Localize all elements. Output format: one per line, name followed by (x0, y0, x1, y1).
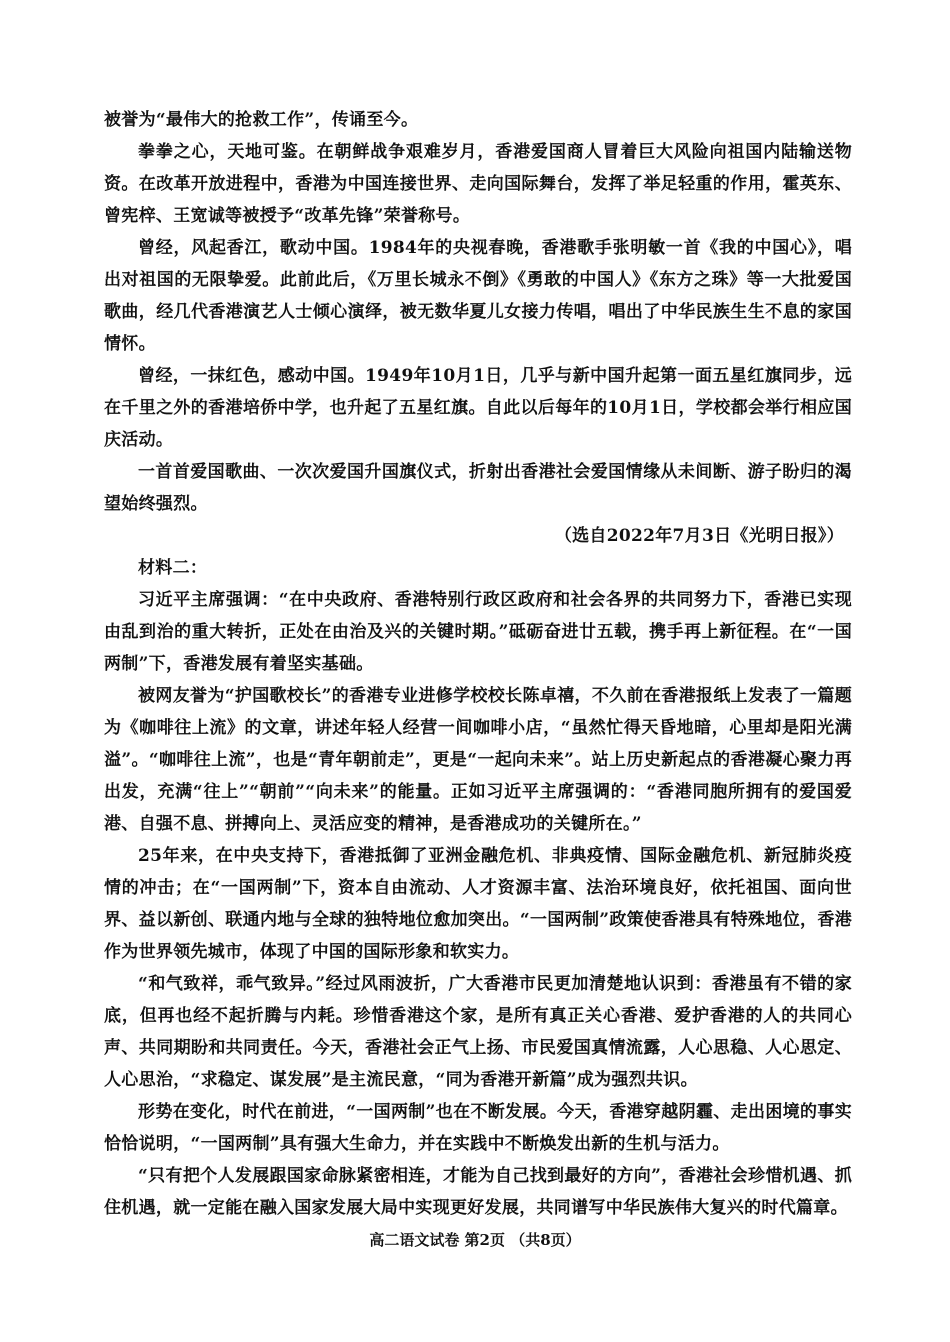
paragraph-conclusion: “只有把个人发展跟国家命脉紧密相连，才能为自己找到最好的方向”，香港社会珍惜机遇、抓住机遇，就一定能在融入国家发展大局中实现更好发展，共同谱写中华民族伟大复兴的时代篇章。 (104, 1166, 852, 1218)
paragraph-harmony: “和气致祥，乖气致异。”经过风雨波折，广大香港市民更加清楚地认识到：香港虽有不错的家底，但再也经不起折腾与内耗。珍惜香港这个家，是所有真正关心香港、爱护香港的人的共同心声、共同期盼和共同责任。今天，香港社会正气上扬、市民爱国真情流露，人心思稳、人心思定、人心思治，“求稳定、谋发展”是主流民意，“同为香港开新篇”成为强烈共识。 (104, 974, 852, 1090)
paragraph-coffee-article: 被网友誉为“护国歌校长”的香港专业进修学校校长陈卓禧，不久前在香港报纸上发表了一篇题为《咖啡往上流》的文章，讲述年轻人经营一间咖啡小店，“虽然忙得天昏地暗，心里却是阳光满溢”。“咖啡往上流”，也是“青年朝前走”，更是“一起向未来”。站上历史新起点的香港凝心聚力再出发，充满“往上”“朝前”“向未来”的能量。正如习近平主席强调的：“香港同胞所拥有的爱国爱港、自强不息、拼搏向上、灵活应变的精神，是香港成功的关键所在。” (104, 686, 852, 834)
paragraph-songs: 曾经，风起香江，歌动中国。1984年的央视春晚，香港歌手张明敏一首《我的中国心》，唱出对祖国的无限挚爱。此前此后，《万里长城永不倒》《勇敢的中国人》《东方之珠》等一大批爱国歌曲，经几代香港演艺人士倾心演绎，被无数华夏儿女接力传唱，唱出了中华民族生生不息的家国情怀。 (104, 238, 852, 354)
paragraph-one-country-two-systems: 形势在变化，时代在前进，“一国两制”也在不断发展。今天，香港穿越阴霾、走出困境的事实恰恰说明，“一国两制”具有强大生命力，并在实践中不断焕发出新的生机与活力。 (104, 1102, 852, 1154)
paragraph-summary: 一首首爱国歌曲、一次次爱国升国旗仪式，折射出香港社会爱国情缘从未间断、游子盼归的渴望始终强烈。 (104, 462, 852, 514)
paragraph-patriotic-heart: 拳拳之心，天地可鉴。在朝鲜战争艰难岁月，香港爱国商人冒着巨大风险向祖国内陆输送物资。在改革开放进程中，香港为中国连接世界、走向国际舞台，发挥了举足轻重的作用，霍英东、曾宪梓、王宽诚等被授予“改革先锋”荣誉称号。 (104, 142, 852, 226)
paragraph-red-flag: 曾经，一抹红色，感动中国。1949年10月1日，几乎与新中国升起第一面五星红旗同步，远在千里之外的香港培侨中学，也升起了五星红旗。自此以后每年的10月1日，学校都会举行相应国庆活动。 (104, 366, 852, 450)
page-footer: 高二语文试卷 第2页 （共8页） (369, 1231, 581, 1249)
source-citation: （选自2022年7月3日《光明日报》） (554, 526, 844, 546)
paragraph-continuation: 被誉为“最伟大的抢救工作”，传诵至今。 (104, 110, 419, 130)
paragraph-xi-quote: 习近平主席强调：“在中央政府、香港特别行政区政府和社会各界的共同努力下，香港已实现由乱到治的重大转折，正处在由治及兴的关键时期。”砥砺奋进廿五载，携手再上新征程。在“一国两制”下，香港发展有着坚实基础。 (104, 590, 852, 674)
paragraph-25-years: 25年来，在中央支持下，香港抵御了亚洲金融危机、非典疫情、国际金融危机、新冠肺炎疫情的冲击；在“一国两制”下，资本自由流动、人才资源丰富、法治环境良好，依托祖国、面向世界、益以新创、联通内地与全球的独特地位愈加突出。“一国两制”政策使香港具有特殊地位，香港作为世界领先城市，体现了中国的国际形象和软实力。 (104, 846, 852, 962)
document-body (104, 104, 852, 1224)
material-two-heading: 材料二： (138, 558, 208, 578)
